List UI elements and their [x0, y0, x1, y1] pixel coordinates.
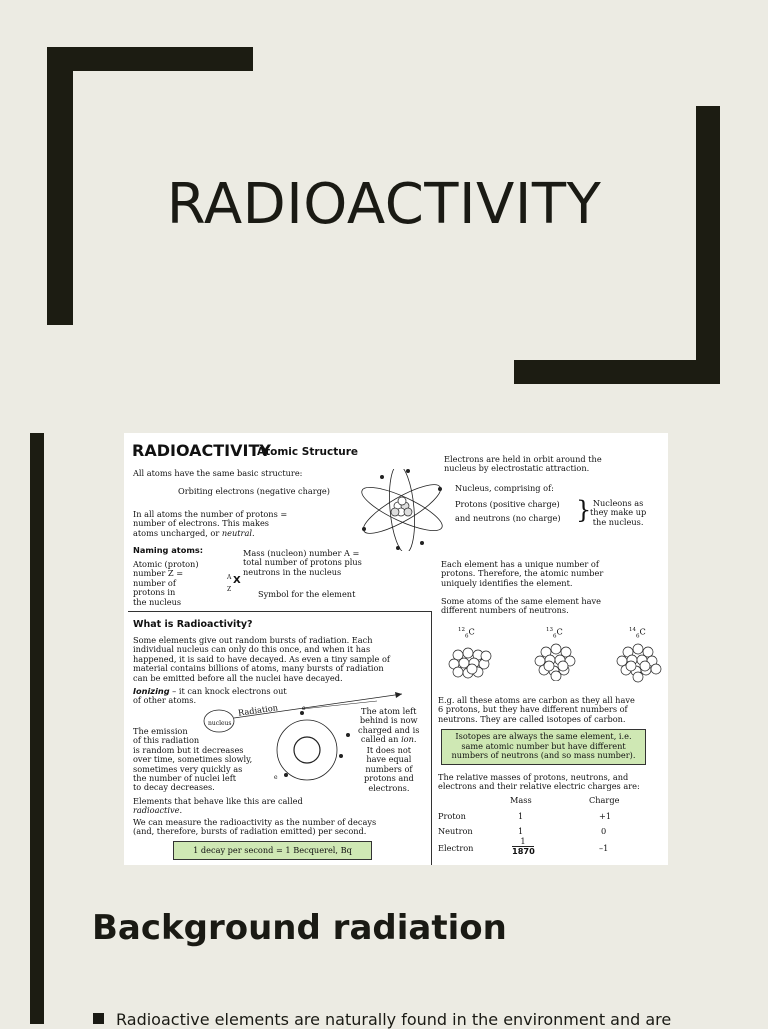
bullet-text: Radioactive elements are naturally found in the environment and are — [116, 1010, 672, 1029]
worksheet-image — [124, 433, 668, 865]
table-row-electron-charge: –1 — [599, 843, 609, 853]
unique-text: Each element has a unique number of protons. Therefore, the atomic number uniquely identifies the element. — [441, 559, 604, 588]
becquerel-box: 1 decay per second = 1 Becquerel, Bq — [173, 841, 372, 860]
neutral-text: In all atoms the number of protons = number of electrons. This makes atoms uncharged, or neutral. — [133, 509, 288, 538]
atom-diagram — [352, 469, 452, 551]
brace-symbol: } — [576, 496, 592, 524]
measure-text: We can measure the radioactivity as the number of decays (and, therefore, bursts of radiation emitted) per second. — [133, 817, 377, 837]
left-accent-bar — [30, 433, 44, 1024]
isotopes-box: Isotopes are always the same element, i.e. same atomic number but have different numbers of neutrons (and so mass number). — [441, 729, 646, 765]
carbon-14-nucleus — [614, 643, 664, 683]
mass-number-text: Mass (nucleon) number A = total number of protons plus neutrons in the nucleus — [243, 548, 362, 577]
emission-text: The emission of this radiation is random but it decreases over time, sometimes slowly, sometimes very quickly as the number of nuclei left to decay decreases. — [133, 726, 253, 793]
worksheet-title: RADIOACTIVITY — [132, 441, 271, 460]
table-row-electron-mass: 1 1870 — [512, 836, 535, 857]
slide-title: RADIOACTIVITY — [166, 172, 602, 237]
section-heading: Background radiation — [92, 908, 507, 948]
element-symbol-x: X — [233, 575, 241, 586]
orbiting-electrons-label: Orbiting electrons (negative charge) — [178, 486, 330, 496]
electrons-held-text: Electrons are held in orbit around the nucleus by electrostatic attraction. — [444, 454, 602, 474]
element-symbol-z: Z — [227, 586, 232, 593]
table-row-proton-charge: +1 — [599, 811, 612, 821]
radiation-label: Radiation — [237, 702, 279, 718]
carbon-12-label: $^{12}_6$C — [458, 626, 475, 640]
carbon-13-label: $^{13}_6$C — [546, 626, 563, 640]
carbon-12-nucleus — [446, 645, 494, 681]
table-header-charge: Charge — [589, 795, 620, 805]
table-row-proton-name: Proton — [438, 811, 466, 821]
nucleus-comprising-label: Nucleus, comprising of: — [455, 483, 554, 493]
worksheet-divider-vertical — [431, 611, 432, 865]
neutrons-label: and neutrons (no charge) — [455, 513, 561, 523]
frame-bottom-right-vertical — [696, 106, 720, 384]
intro-text: All atoms have the same basic structure: — [133, 468, 303, 478]
relative-masses-text: The relative masses of protons, neutrons, and electrons and their relative electric charges are: — [438, 772, 640, 792]
electron-label-2: e — [274, 774, 278, 781]
worksheet-divider-horizontal — [128, 611, 432, 612]
table-header-mass: Mass — [510, 795, 532, 805]
table-row-electron-name: Electron — [438, 843, 474, 853]
worksheet-subtitle: Atomic Structure — [257, 446, 359, 458]
symbol-label: Symbol for the element — [258, 589, 356, 599]
table-row-neutron-name: Neutron — [438, 826, 473, 836]
atomic-number-text: Atomic (proton) number Z = number of protons in the nucleus — [133, 559, 199, 607]
element-symbol-a: A — [227, 574, 232, 581]
radioactivity-heading: What is Radioactivity? — [133, 619, 253, 630]
eg-carbon-text: E.g. all these atoms are carbon as they all have 6 protons, but they have different numbers of neutrons. They are called isotopes of carbon. — [438, 695, 635, 724]
nucleus-label: nucleus — [208, 720, 232, 727]
bullet-item — [93, 1010, 671, 1029]
square-bullet-icon — [93, 1013, 104, 1024]
naming-atoms-heading: Naming atoms: — [133, 545, 203, 555]
table-row-neutron-charge: 0 — [601, 826, 607, 836]
protons-label: Protons (positive charge) — [455, 499, 560, 509]
behave-text: Elements that behave like this are called radioactive. — [133, 796, 303, 816]
frame-top-left-horizontal — [47, 47, 253, 71]
electron-label-1: e — [302, 705, 306, 712]
frame-bottom-right-horizontal — [514, 360, 720, 384]
carbon-13-nucleus — [532, 643, 580, 681]
table-row-neutron-mass: 1 — [518, 826, 524, 836]
not-equal-text: It does not have equal numbers of protons and electrons. — [364, 745, 414, 793]
ionizing-text: Ionizing – it can knock electrons out of other atoms. — [133, 686, 287, 706]
radioactivity-text: Some elements give out random bursts of radiation. Each individual nucleus can only do this once, and when it has happened, it is said to have decayed. As even a tiny sample of material contains billions of atoms, many bursts of radiation can be emitted before all the nuclei have decayed. — [133, 635, 390, 683]
table-row-proton-mass: 1 — [518, 811, 524, 821]
carbon-14-label: $^{14}_6$C — [629, 626, 646, 640]
atom-left-behind-text: The atom left behind is now charged and is called an ion. — [358, 706, 420, 745]
some-atoms-text: Some atoms of the same element have different numbers of neutrons. — [441, 596, 601, 616]
nucleons-text: Nucleons as they make up the nucleus. — [590, 498, 647, 527]
